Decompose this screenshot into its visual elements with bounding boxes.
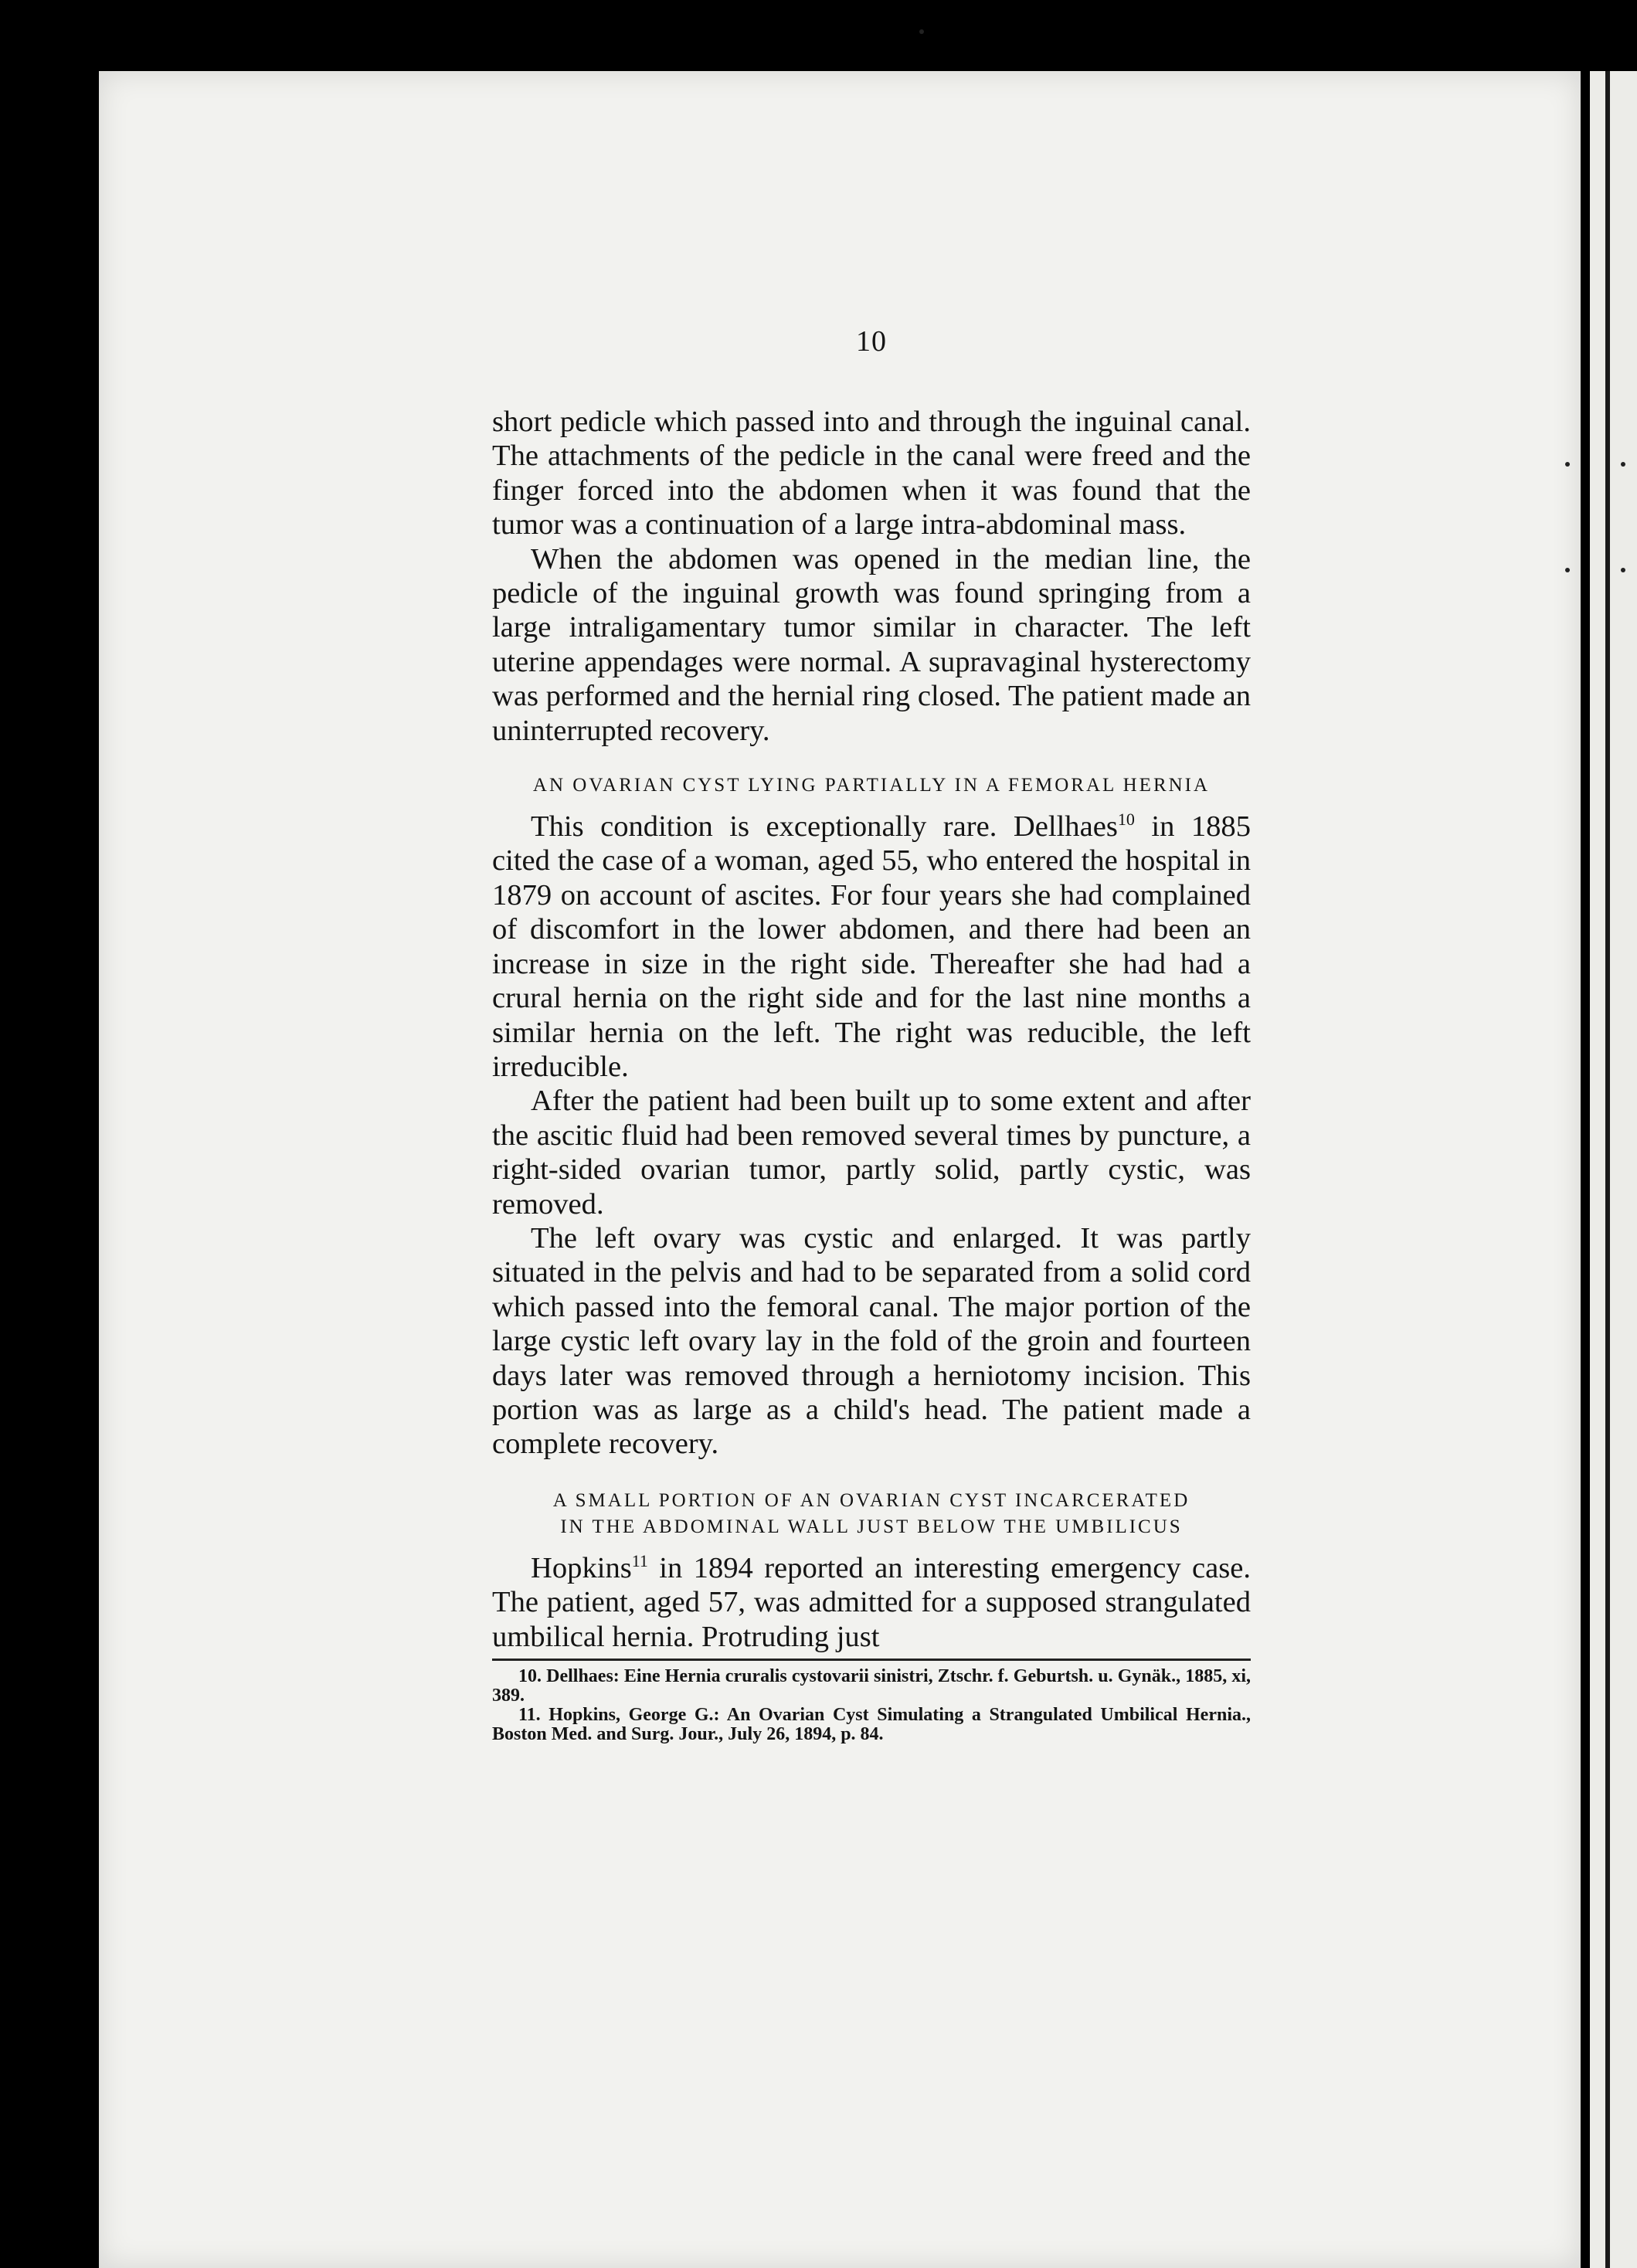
footnote-ref: 11 [631,1550,648,1570]
adjacent-page-edge [1590,71,1637,2268]
paragraph: When the abdomen was opened in the median line, the pedicle of the inguinal growth was found springing from a large intraligamentary tumor similar in character. The left uterine appendages were normal. A supravaginal hysterectomy was performed and the hernial ring closed. The patient made an uninterrupted recovery. [492,542,1251,747]
page-edge-line [1605,71,1610,2268]
paragraph [492,810,1251,1084]
paragraph-text: Hopkins [531,1551,632,1584]
heading-line: IN THE ABDOMINAL WALL JUST BELOW THE UMBILICUS [560,1516,1183,1537]
paragraph-text: This condition is exceptionally rare. Dellhaes [531,810,1118,844]
paragraph [492,1551,1251,1654]
paragraph: After the patient had been built up to some extent and after the ascitic fluid had been removed several times by puncture, a right-sided ovarian tumor, partly solid, partly cystic, was removed. [492,1085,1251,1221]
paragraph-text: in 1885 cited the case of a woman, aged 55, who entered the hospital in 1879 on account of ascites. For four years she had complained of discomfort in the lower abdomen, and there had been an increase in size in the right side. Thereafter she had had a crural hernia on the right side and for the last nine months a similar hernia on the left. The right was reducible, the left irreducible. [492,810,1252,1083]
page-text [492,324,1251,1744]
page-number: 10 [856,325,887,358]
scan-speck [1565,568,1570,572]
heading-line: A SMALL PORTION OF AN OVARIAN CYST INCARCERATED [552,1489,1190,1511]
paragraph: short pedicle which passed into and through the inguinal canal. The attachments of the pedicle in the canal were freed and the finger forced into the abdomen when it was found that the tumor was a continuation of a large intra-abdominal mass. [492,406,1251,542]
scan-speck [1565,462,1570,467]
footnote-ref: 10 [1117,810,1135,830]
scan-speck [1621,568,1625,572]
paragraph: The left ovary was cystic and enlarged. It was partly situated in the pelvis and had to be separated from a solid cord which passed into the femoral canal. The major portion of the large cystic left ovary lay in the fold of the groin and fourteen days later was removed through a herniotomy incision. This portion was as large as a child's head. The patient made a complete recovery. [492,1221,1251,1461]
section-heading [492,1488,1251,1540]
footnote-divider [492,1659,1251,1661]
section-heading: AN OVARIAN CYST LYING PARTIALLY IN A FEMORAL HERNIA [532,775,1211,796]
paragraph-text: in 1894 reported an interesting emergency case. The patient, aged 57, was admitted for a supposed strangulated umbilical hernia. Protruding just [492,1551,1251,1653]
footnote: 11. Hopkins, George G.: An Ovarian Cyst Simulating a Strangulated Umbilical Hernia., Boston Med. and Surg. Jour., July 26, 1894, p. 84. [492,1705,1251,1744]
footnote: 10. Dellhaes: Eine Hernia cruralis cystovarii sinistri, Ztschr. f. Geburtsh. u. Gynäk., 1885, xi, 389. [492,1666,1251,1706]
scan-speck [919,29,924,34]
scan-speck [1621,462,1625,467]
